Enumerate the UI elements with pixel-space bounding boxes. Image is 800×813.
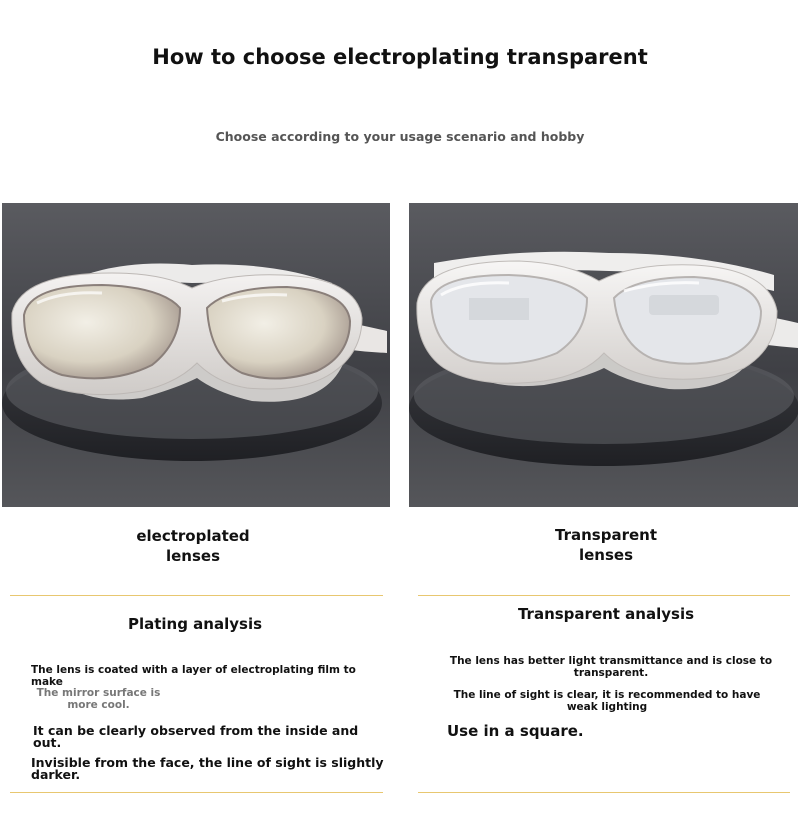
page-subtitle: Choose according to your usage scenario and hobby <box>215 129 585 144</box>
plating-note-2: The mirror surface is more cool. <box>36 687 161 711</box>
transparent-goggles-photo <box>409 203 798 507</box>
page-title: How to choose electroplating transparent <box>152 45 648 69</box>
transparent-analysis-title: Transparent analysis <box>517 605 695 623</box>
left-top-divider <box>10 595 383 596</box>
electroplated-lenses-label: electroplated lenses <box>136 527 250 565</box>
transparent-note-3: Use in a square. <box>447 722 584 740</box>
left-bottom-divider <box>10 792 383 793</box>
plating-note-1: The lens is coated with a layer of electroplating film to make <box>31 664 356 688</box>
plating-note-3: It can be clearly observed from the inside and out. <box>33 723 359 750</box>
transparent-lenses-label: Transparent lenses <box>555 526 657 564</box>
electroplated-goggles-photo <box>2 203 390 507</box>
right-top-divider <box>418 595 790 596</box>
transparent-note-2: The line of sight is clear, it is recommended to have weak lighting <box>453 689 761 713</box>
right-bottom-divider <box>418 792 790 793</box>
transparent-note-1: The lens has better light transmittance and is close to transparent. <box>449 655 773 679</box>
plating-analysis-title: Plating analysis <box>127 615 263 633</box>
plating-note-4: Invisible from the face, the line of sight is slightly darker. <box>31 755 384 782</box>
